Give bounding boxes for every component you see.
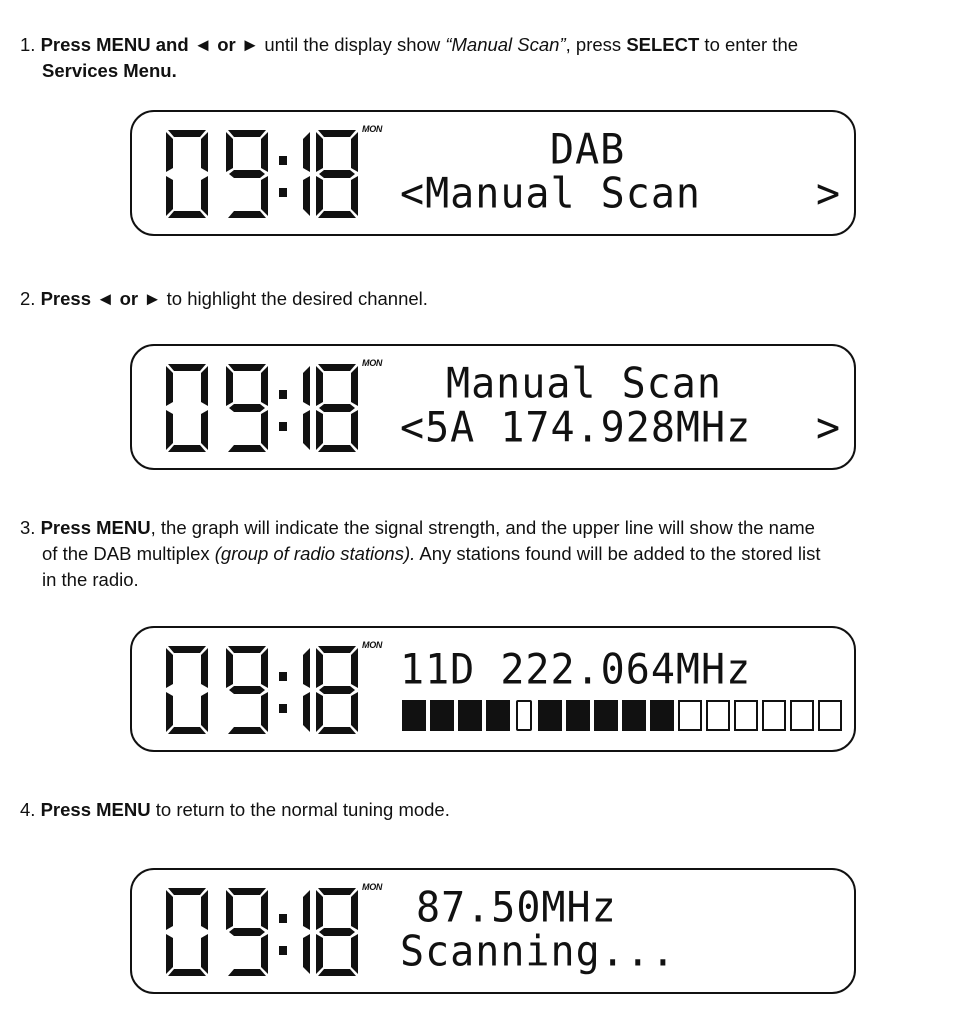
lcd-display-3 [130,626,856,752]
signal-segment-empty [762,700,786,731]
signal-segment-empty [734,700,758,731]
clock-digits [162,126,362,222]
right-arrow-indicator: > [816,169,842,219]
display-line-1: 11D 222.064MHz [400,645,752,695]
display-line-1: DAB [550,125,626,175]
day-indicator: MON [362,124,383,134]
step-3: 3. Press MENU, the graph will indicate the signal strength, and the upper line will show the name of the DAB multiplex (group of radio stations). Any stations found will be added to the stored list in the radio. [20,517,821,590]
signal-segment-filled [650,700,674,731]
signal-cursor-segment [516,700,532,731]
signal-segment-filled [430,700,454,731]
signal-segment-filled [566,700,590,731]
signal-segment-filled [594,700,618,731]
display-line-1: 87.50MHz [416,883,617,933]
signal-segment-filled [538,700,562,731]
lcd-display-2 [130,344,856,470]
display-line-2: Scanning... [400,927,676,977]
clock-digits [162,642,362,738]
signal-segment-empty [818,700,842,731]
display-line-1: Manual Scan [446,359,722,409]
step-2: 2. Press ◄ or ► to highlight the desired channel. [20,288,428,309]
lcd-display-1 [130,110,856,236]
signal-segment-empty [678,700,702,731]
step-1: 1. Press MENU and ◄ or ► until the display show “Manual Scan”, press SELECT to enter the Services Menu. [20,34,799,81]
signal-segment-empty [706,700,730,731]
display-line-2: <Manual Scan [400,169,701,219]
step-4: 4. Press MENU to return to the normal tuning mode. [20,799,450,820]
lcd-display-4 [130,868,856,994]
signal-segment-filled [458,700,482,731]
right-arrow-indicator: > [816,403,842,453]
day-indicator: MON [362,358,383,368]
signal-segment-filled [402,700,426,731]
display-line-2: <5A 174.928MHz [400,403,752,453]
signal-segment-filled [622,700,646,731]
clock-digits [162,360,362,456]
clock-digits [162,884,362,980]
day-indicator: MON [362,640,383,650]
day-indicator: MON [362,882,383,892]
signal-strength-bar [402,700,842,731]
signal-segment-empty [790,700,814,731]
signal-segment-filled [486,700,510,731]
